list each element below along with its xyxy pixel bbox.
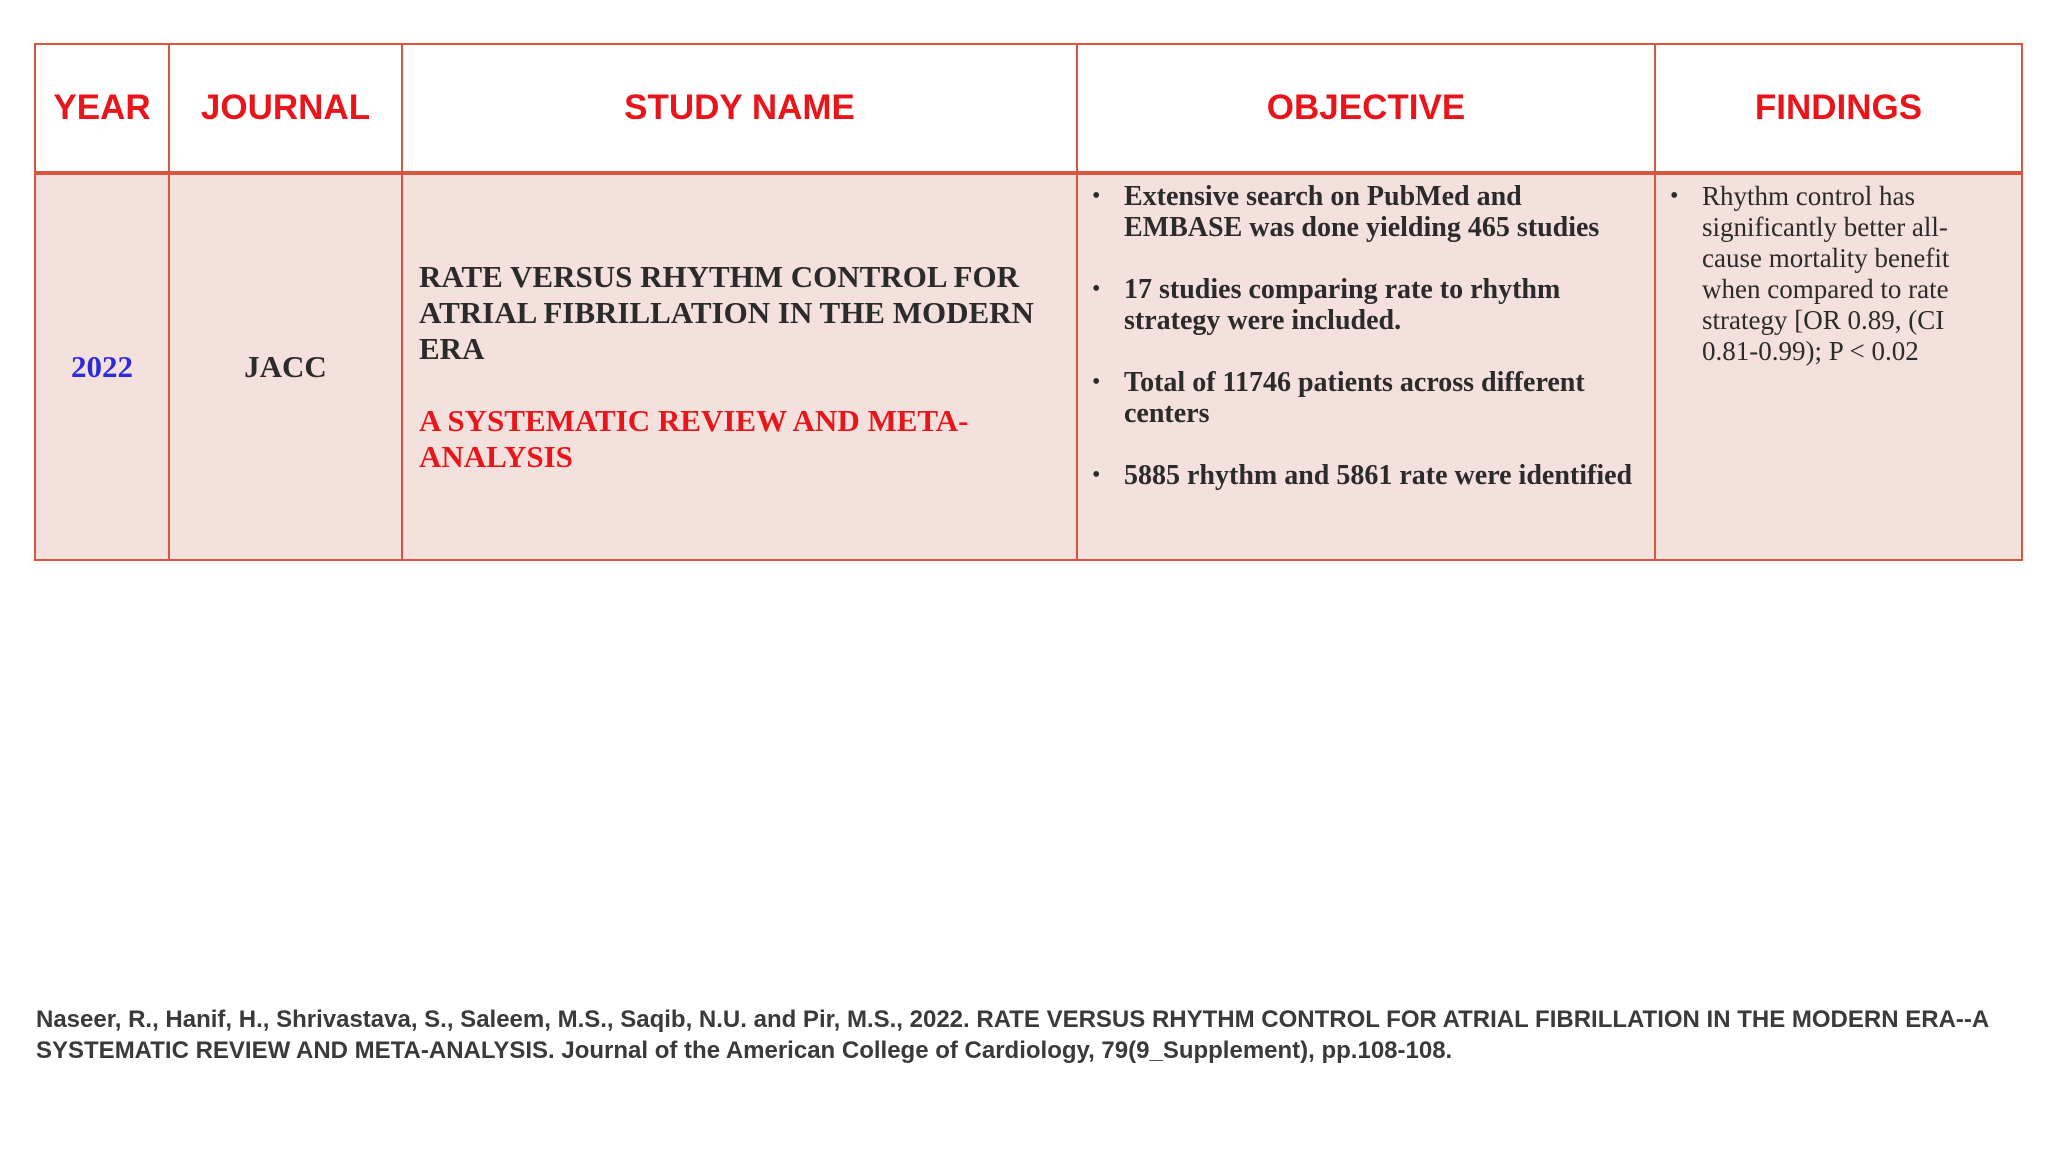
objective-item <box>1090 367 1634 429</box>
study-subtitle: A SYSTEMATIC REVIEW AND META-ANALYSIS <box>419 403 969 474</box>
objective-list <box>1078 175 1654 491</box>
bullet-icon: • <box>1092 183 1101 209</box>
bullet-icon: • <box>1092 369 1101 395</box>
findings-item <box>1668 181 2005 367</box>
year-cell: 2022 <box>35 173 169 560</box>
objective-item-text: Extensive search on PubMed and EMBASE was done yielding 465 studies <box>1124 181 1600 243</box>
study-table <box>34 43 2023 561</box>
objective-item <box>1090 460 1634 491</box>
objective-item <box>1090 181 1634 243</box>
header-journal: JOURNAL <box>169 44 402 173</box>
bullet-icon: • <box>1092 462 1101 488</box>
objective-item-text: 5885 rhythm and 5861 rate were identified <box>1124 460 1633 491</box>
findings-cell <box>1655 173 2022 560</box>
study-title: RATE VERSUS RHYTHM CONTROL FOR ATRIAL FIBRILLATION IN THE MODERN ERA <box>419 259 1034 366</box>
header-findings: FINDINGS <box>1655 44 2022 173</box>
objective-cell <box>1077 173 1655 560</box>
bullet-icon: • <box>1670 183 1679 209</box>
journal-cell: JACC <box>169 173 402 560</box>
findings-item-text: Rhythm control has significantly better all-cause mortality benefit when compared to rate strategy [OR 0.89, (CI 0.81-0.99); P < 0.02 <box>1702 181 1950 366</box>
citation-text: Naseer, R., Hanif, H., Shrivastava, S., Saleem, M.S., Saqib, N.U. and Pir, M.S., 2022. RATE VERSUS RHYTHM CONTROL FOR ATRIAL FIBRILLATION IN THE MODERN ERA--A SYSTEMATIC REVIEW AND META-ANALYSIS. Journal of the American College of Cardiology, 79(9_Supplement), pp.108-108. <box>36 1006 1989 1064</box>
study-table-container <box>34 43 2021 561</box>
objective-item <box>1090 274 1634 336</box>
objective-item-text: 17 studies comparing rate to rhythm strategy were included. <box>1124 274 1561 336</box>
header-objective: OBJECTIVE <box>1077 44 1655 173</box>
table-header-row <box>35 44 2022 173</box>
table-row <box>35 173 2022 560</box>
bullet-icon: • <box>1092 276 1101 302</box>
findings-list <box>1656 175 2021 367</box>
objective-item-text: Total of 11746 patients across different centers <box>1124 367 1585 429</box>
header-year: YEAR <box>35 44 169 173</box>
header-study-name: STUDY NAME <box>402 44 1077 173</box>
study-name-cell <box>402 173 1077 560</box>
